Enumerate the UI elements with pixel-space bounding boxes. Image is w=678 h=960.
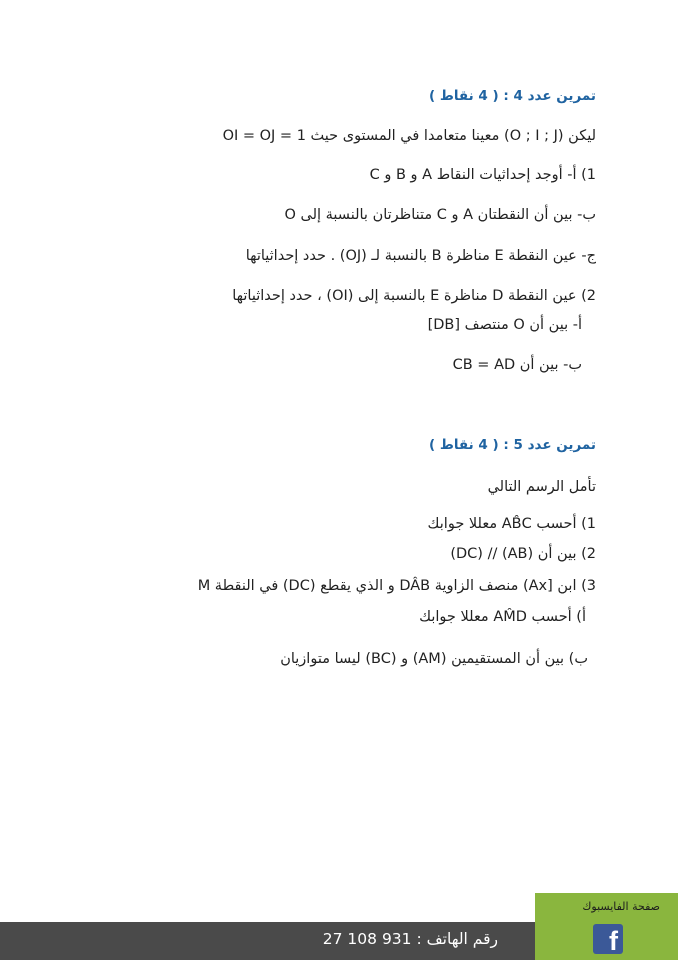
exercise-5-line-1: تأمل الرسم التالي <box>487 479 596 495</box>
exercise-5-line-6: ب) بين أن المستقيمين (AM) و (BC) ليسا متوازيان <box>280 651 588 667</box>
exercise-4-line-1: ليكن (O ; I ; J) معينا متعامدا في المستوى حيث OI = OJ = 1 <box>222 128 596 144</box>
exercise-4-line-6: أ- بين أن O منتصف [DB] <box>427 317 582 333</box>
phone-number: رقم الهاتف : 931 108 27 <box>322 930 498 948</box>
exercise-5-line-4: 3) ابن [Ax) منصف الزاوية DÂB و الذي يقطع (DC) في النقطة M <box>197 578 596 594</box>
exercise-5-line-5: أ) أحسب AM̂D معللا جوابك <box>419 609 586 625</box>
exercise-5-line-3: 2) بين أن (AB) // (DC) <box>450 546 596 562</box>
facebook-glyph: f <box>609 926 618 956</box>
facebook-icon[interactable] <box>593 924 623 954</box>
exercise-4-title: تمرين عدد 4 : ( 4 نقاط ) <box>428 88 596 104</box>
exercise-4-line-4: ج- عين النقطة E مناظرة B بالنسبة لـ (OJ) . حدد إحداثياتها <box>245 248 596 264</box>
facebook-label: صفحة الفايسبوك <box>582 900 660 913</box>
exercise-4-line-2: 1) أ- أوجد إحداثيات النقاط A و B و C <box>369 167 596 183</box>
exercise-4-line-5: 2) عين النقطة D مناظرة E بالنسبة إلى (OI) ، حدد إحداثياتها <box>232 288 596 304</box>
exercise-4-line-3: ب- بين أن النقطتان A و C متناظرتان بالنسبة إلى O <box>284 207 596 223</box>
exercise-4-line-7: ب- بين أن CB = AD <box>452 357 582 373</box>
exercise-5-title: تمرين عدد 5 : ( 4 نقاط ) <box>428 437 596 453</box>
exercise-5-line-2: 1) أحسب AB̂C معللا جوابك <box>427 516 596 532</box>
